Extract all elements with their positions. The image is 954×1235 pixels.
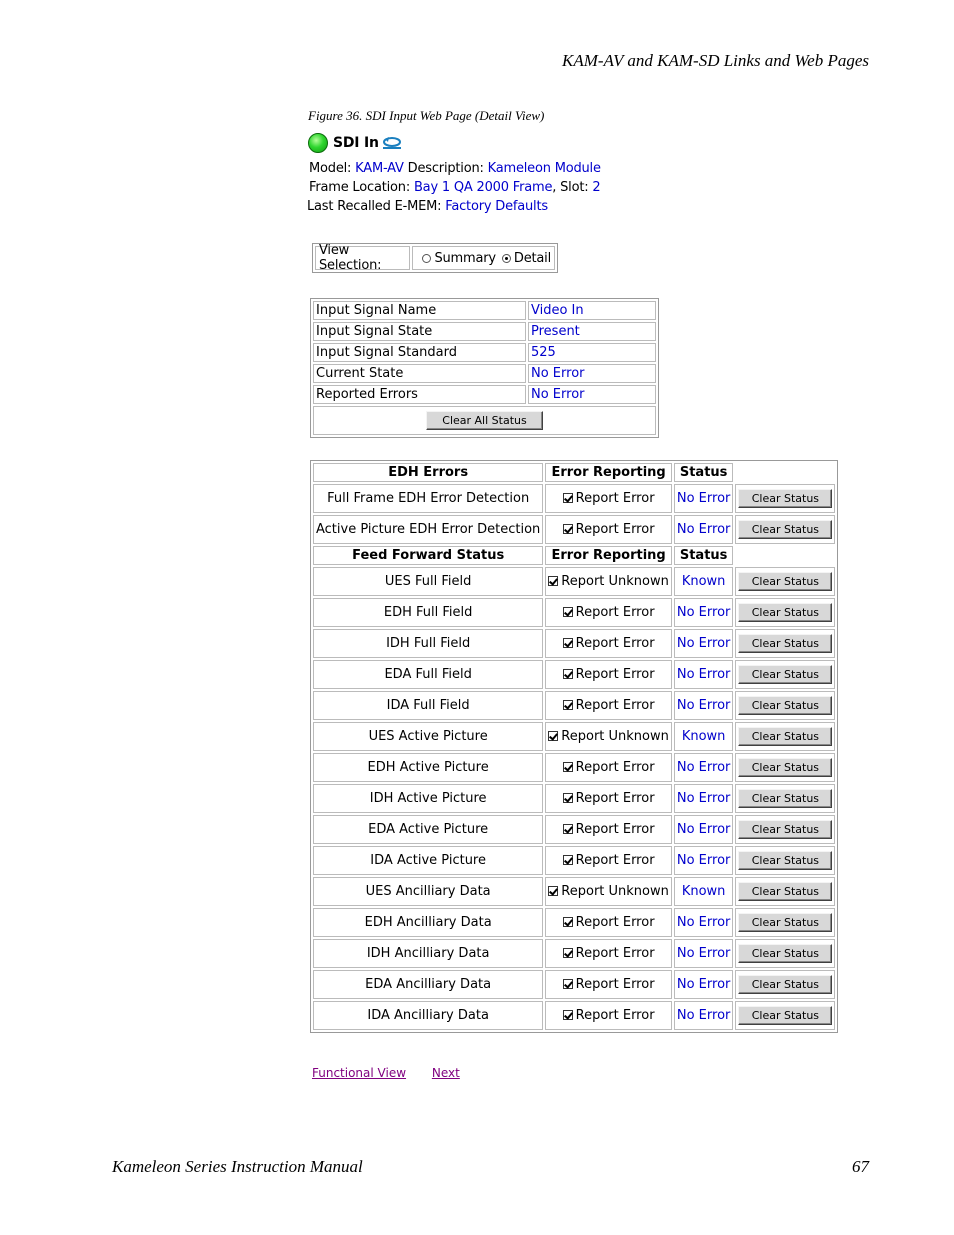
- clear-status-button[interactable]: Clear Status: [738, 727, 832, 746]
- report-label: Report Error: [575, 760, 655, 775]
- table-row: [313, 515, 835, 544]
- clear-status-cell: [735, 484, 835, 513]
- error-reporting-cell: [545, 877, 672, 906]
- signal-label: Input Signal Name: [313, 301, 526, 320]
- error-type: Active Picture EDH Error Detection: [313, 515, 543, 544]
- report-checkbox[interactable]: [563, 948, 573, 958]
- error-type: IDH Ancilliary Data: [313, 939, 543, 968]
- error-type: IDH Active Picture: [313, 784, 543, 813]
- error-reporting-cell: [545, 484, 672, 513]
- clear-status-button[interactable]: Clear Status: [738, 489, 832, 508]
- error-type: IDA Active Picture: [313, 846, 543, 875]
- model-value: KAM-AV: [355, 161, 404, 176]
- summary-radio[interactable]: [422, 254, 431, 263]
- description-label: Description:: [407, 161, 484, 176]
- edh-table: [310, 460, 838, 1033]
- error-type: IDH Full Field: [313, 629, 543, 658]
- error-type: IDA Full Field: [313, 691, 543, 720]
- report-label: Report Unknown: [561, 729, 669, 744]
- report-checkbox[interactable]: [548, 886, 558, 896]
- clear-status-button[interactable]: Clear Status: [738, 820, 832, 839]
- error-reporting-cell: [545, 1001, 672, 1030]
- signal-label: Current State: [313, 364, 526, 383]
- table-row: [313, 629, 835, 658]
- detail-radio-label[interactable]: Detail: [513, 250, 551, 266]
- report-label: Report Error: [575, 822, 655, 837]
- signal-value: Present: [528, 322, 656, 341]
- clear-status-button[interactable]: Clear Status: [738, 851, 832, 870]
- table-row: [313, 908, 835, 937]
- summary-radio-label[interactable]: Summary: [434, 250, 496, 266]
- clear-status-cell: [735, 753, 835, 782]
- report-label: Report Error: [575, 636, 655, 651]
- error-type: EDH Ancilliary Data: [313, 908, 543, 937]
- sdi-header: [308, 132, 402, 154]
- frame-location-line: [309, 180, 600, 195]
- error-type: UES Active Picture: [313, 722, 543, 751]
- report-label: Report Error: [575, 522, 655, 537]
- error-reporting-cell: [545, 753, 672, 782]
- table-row: [313, 970, 835, 999]
- clear-status-cell: [735, 1001, 835, 1030]
- error-type: Full Frame EDH Error Detection: [313, 484, 543, 513]
- report-checkbox[interactable]: [563, 1010, 573, 1020]
- clear-status-cell: [735, 567, 835, 596]
- report-label: Report Error: [575, 698, 655, 713]
- functional-view-link[interactable]: Functional View: [312, 1066, 407, 1080]
- clear-status-cell: [735, 970, 835, 999]
- clear-status-button[interactable]: Clear Status: [738, 944, 832, 963]
- status-value: Known: [674, 722, 734, 751]
- report-checkbox[interactable]: [563, 762, 573, 772]
- last-recalled-value: Factory Defaults: [445, 199, 548, 214]
- report-label: Report Unknown: [561, 574, 669, 589]
- report-checkbox[interactable]: [563, 493, 573, 503]
- table-row: [313, 939, 835, 968]
- blank-header: [735, 546, 835, 565]
- signal-label: Input Signal Standard: [313, 343, 526, 362]
- signal-value: 525: [528, 343, 656, 362]
- status-value: No Error: [674, 515, 734, 544]
- status-value: No Error: [674, 484, 734, 513]
- error-type: EDA Full Field: [313, 660, 543, 689]
- error-type: EDH Active Picture: [313, 753, 543, 782]
- table-row: [313, 877, 835, 906]
- clear-status-button[interactable]: Clear Status: [738, 696, 832, 715]
- status-value: No Error: [674, 753, 734, 782]
- report-checkbox[interactable]: [563, 824, 573, 834]
- clear-status-button[interactable]: Clear Status: [738, 758, 832, 777]
- error-reporting-cell: [545, 598, 672, 627]
- report-checkbox[interactable]: [563, 979, 573, 989]
- signal-value: Video In: [528, 301, 656, 320]
- table-row: [313, 753, 835, 782]
- signal-value: No Error: [528, 385, 656, 404]
- status-value: No Error: [674, 908, 734, 937]
- status-value: No Error: [674, 939, 734, 968]
- error-type: IDA Ancilliary Data: [313, 1001, 543, 1030]
- error-reporting-cell: [545, 515, 672, 544]
- refresh-icon[interactable]: [382, 136, 402, 150]
- report-checkbox[interactable]: [563, 793, 573, 803]
- report-label: Report Error: [575, 946, 655, 961]
- signal-row: [313, 322, 656, 341]
- error-type: EDA Ancilliary Data: [313, 970, 543, 999]
- table-row: [313, 815, 835, 844]
- footer-page-number: 67: [852, 1157, 869, 1176]
- status-value: Known: [674, 877, 734, 906]
- status-value: No Error: [674, 691, 734, 720]
- status-value: No Error: [674, 629, 734, 658]
- report-label: Report Error: [575, 491, 655, 506]
- clear-status-cell: [735, 784, 835, 813]
- clear-status-cell: [735, 939, 835, 968]
- status-value: No Error: [674, 1001, 734, 1030]
- slot-label: , Slot:: [552, 180, 589, 195]
- column-header: Error Reporting: [545, 463, 672, 482]
- model-line: [309, 161, 601, 176]
- error-reporting-cell: [545, 970, 672, 999]
- signal-row: [313, 364, 656, 383]
- report-checkbox[interactable]: [563, 524, 573, 534]
- clear-status-button[interactable]: Clear Status: [738, 572, 832, 591]
- clear-status-cell: [735, 629, 835, 658]
- table-row: [313, 784, 835, 813]
- clear-status-cell: [735, 598, 835, 627]
- column-header: EDH Errors: [313, 463, 543, 482]
- report-label: Report Error: [575, 791, 655, 806]
- clear-status-button[interactable]: Clear Status: [738, 882, 832, 901]
- table-row: [313, 1001, 835, 1030]
- status-value: No Error: [674, 598, 734, 627]
- clear-all-row: [313, 406, 656, 435]
- clear-status-button[interactable]: Clear Status: [738, 975, 832, 994]
- error-reporting-cell: [545, 846, 672, 875]
- clear-status-cell: [735, 846, 835, 875]
- clear-all-cell: [313, 406, 656, 435]
- table-row: [313, 598, 835, 627]
- report-checkbox[interactable]: [563, 669, 573, 679]
- report-label: Report Error: [575, 915, 655, 930]
- report-label: Report Error: [575, 853, 655, 868]
- error-reporting-cell: [545, 691, 672, 720]
- clear-status-cell: [735, 815, 835, 844]
- error-reporting-cell: [545, 660, 672, 689]
- report-label: Report Error: [575, 1008, 655, 1023]
- clear-status-button[interactable]: Clear Status: [738, 603, 832, 622]
- column-header: Status: [674, 463, 734, 482]
- table-row: [313, 567, 835, 596]
- error-reporting-cell: [545, 567, 672, 596]
- status-value: No Error: [674, 815, 734, 844]
- view-selection-options: [412, 246, 555, 270]
- status-value: No Error: [674, 784, 734, 813]
- status-value: Known: [674, 567, 734, 596]
- footer-manual-title: Kameleon Series Instruction Manual: [112, 1157, 363, 1176]
- error-reporting-cell: [545, 784, 672, 813]
- clear-status-cell: [735, 908, 835, 937]
- clear-status-button[interactable]: Clear Status: [738, 1006, 832, 1025]
- error-reporting-cell: [545, 629, 672, 658]
- signal-value: No Error: [528, 364, 656, 383]
- clear-status-cell: [735, 515, 835, 544]
- error-type: EDA Active Picture: [313, 815, 543, 844]
- frame-location-value[interactable]: Bay 1 QA 2000 Frame: [413, 180, 553, 195]
- clear-status-button[interactable]: Clear Status: [738, 634, 832, 653]
- error-reporting-cell: [545, 815, 672, 844]
- last-recalled-label: Last Recalled E-MEM:: [307, 199, 442, 214]
- green-status-led-icon: [308, 133, 328, 153]
- clear-all-status-button[interactable]: Clear All Status: [426, 411, 543, 430]
- model-label: Model:: [309, 161, 352, 176]
- column-header: Feed Forward Status: [313, 546, 543, 565]
- signal-row: [313, 301, 656, 320]
- clear-status-cell: [735, 877, 835, 906]
- clear-status-button[interactable]: Clear Status: [738, 520, 832, 539]
- table-row: [313, 660, 835, 689]
- report-checkbox[interactable]: [563, 700, 573, 710]
- clear-status-cell: [735, 722, 835, 751]
- error-type: EDH Full Field: [313, 598, 543, 627]
- description-value: Kameleon Module: [487, 161, 601, 176]
- detail-radio[interactable]: [502, 254, 511, 263]
- report-label: Report Error: [575, 667, 655, 682]
- error-type: UES Ancilliary Data: [313, 877, 543, 906]
- table-row: [313, 722, 835, 751]
- report-checkbox[interactable]: [563, 917, 573, 927]
- view-selection-label: View Selection:: [315, 246, 410, 270]
- table-row: [313, 691, 835, 720]
- signal-label: Reported Errors: [313, 385, 526, 404]
- status-value: No Error: [674, 660, 734, 689]
- view-selection: [312, 243, 558, 273]
- frame-location-label: Frame Location:: [309, 180, 411, 195]
- signal-label: Input Signal State: [313, 322, 526, 341]
- clear-status-cell: [735, 691, 835, 720]
- error-reporting-cell: [545, 908, 672, 937]
- clear-status-button[interactable]: Clear Status: [738, 665, 832, 684]
- report-label: Report Unknown: [561, 884, 669, 899]
- report-checkbox[interactable]: [563, 607, 573, 617]
- clear-status-cell: [735, 660, 835, 689]
- signal-row: [313, 343, 656, 362]
- figure-caption: Figure 36. SDI Input Web Page (Detail View): [308, 108, 545, 123]
- column-header: Status: [674, 546, 734, 565]
- report-checkbox[interactable]: [548, 731, 558, 741]
- report-checkbox[interactable]: [563, 855, 573, 865]
- blank-header: [735, 463, 835, 482]
- page-header-title: KAM-AV and KAM-SD Links and Web Pages: [561, 51, 869, 70]
- status-value: No Error: [674, 846, 734, 875]
- report-label: Report Error: [575, 977, 655, 992]
- table-row: [313, 484, 835, 513]
- signal-row: [313, 385, 656, 404]
- last-recalled-line: [307, 199, 548, 214]
- edh-header-row: [313, 546, 835, 565]
- report-checkbox[interactable]: [563, 638, 573, 648]
- clear-status-button[interactable]: Clear Status: [738, 913, 832, 932]
- report-label: Report Error: [575, 605, 655, 620]
- error-reporting-cell: [545, 722, 672, 751]
- status-value: No Error: [674, 970, 734, 999]
- slot-value: 2: [592, 180, 601, 195]
- report-checkbox[interactable]: [548, 576, 558, 586]
- next-link[interactable]: Next: [431, 1066, 460, 1080]
- table-row: [313, 846, 835, 875]
- error-type: UES Full Field: [313, 567, 543, 596]
- signal-table: [310, 298, 659, 438]
- clear-status-button[interactable]: Clear Status: [738, 789, 832, 808]
- sdi-title: SDI In: [333, 135, 379, 151]
- column-header: Error Reporting: [545, 546, 672, 565]
- error-reporting-cell: [545, 939, 672, 968]
- bottom-links: [312, 1066, 482, 1080]
- edh-header-row: [313, 463, 835, 482]
